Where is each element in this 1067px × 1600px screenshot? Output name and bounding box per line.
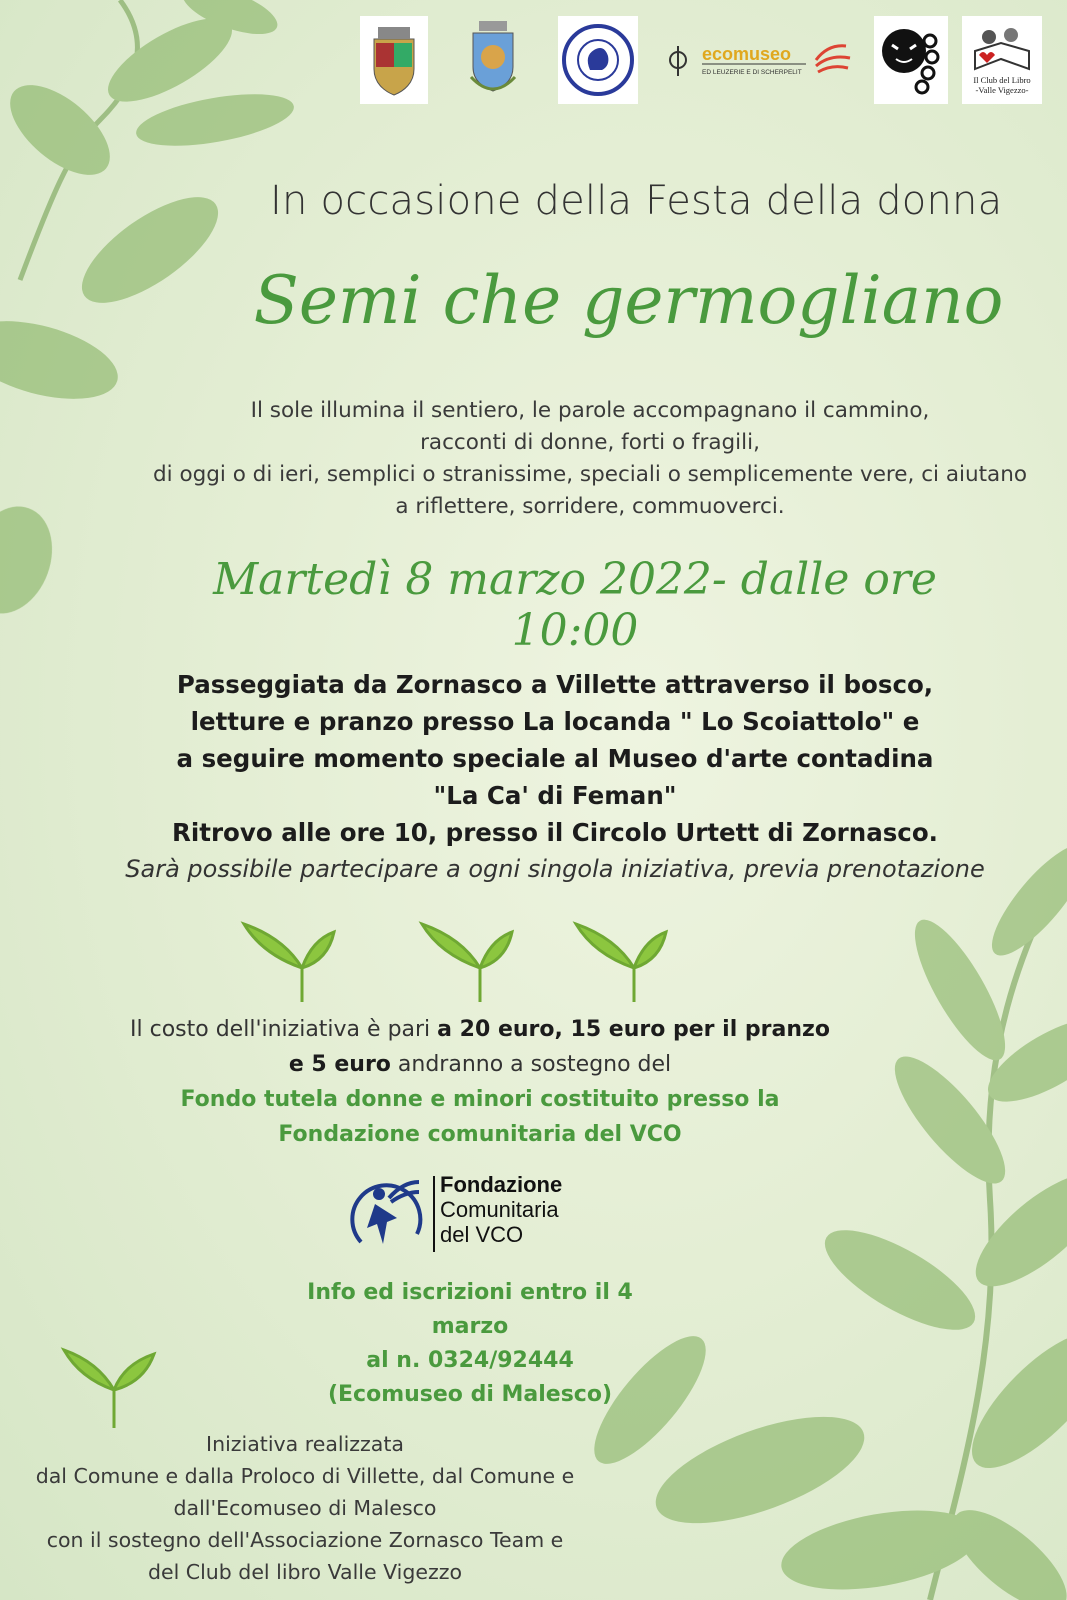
info-line: Info ed iscrizioni entro il 4 (307, 1280, 633, 1305)
info-line: al n. 0324/92444 (366, 1348, 574, 1373)
sprout-icon (422, 924, 512, 1002)
cost-line1-b: a 20 euro, 15 euro per il pranzo (437, 1017, 830, 1042)
credits (20, 1428, 590, 1588)
poem-line: di oggi o di ieri, semplici o stranissime, speciali o semplicemente vere, ci aiutano (152, 462, 1027, 487)
poem-text (150, 395, 1030, 523)
description-line: Passeggiata da Zornasco a Villette attraverso il bosco, (176, 670, 934, 699)
info-line: (Ecomuseo di Malesco) (327, 1382, 613, 1407)
sprout-icon (60, 1340, 160, 1430)
fondazione-emblem-icon (345, 1176, 427, 1258)
description-note: Sarà possibile partecipare a ogni singola iniziativa, previa prenotazione (125, 855, 985, 883)
club-libro-line-1: Il Club del Libro (973, 75, 1031, 85)
event-date: Martedì 8 marzo 2022- dalle ore 10:00 (213, 554, 937, 656)
proloco-villette-logo (558, 16, 638, 104)
event-title: Semi che germogliano (253, 262, 1004, 339)
cost-info (120, 1012, 840, 1152)
poem-line: a riflettere, sorridere, commuoverci. (395, 494, 785, 519)
poem-line: racconti di donne, forti o fragili, (420, 430, 760, 455)
cost-line2-b: andranno a sostegno del (390, 1052, 672, 1077)
description-line: Ritrovo alle ore 10, presso il Circolo Urtett di Zornasco. (172, 818, 938, 847)
fondazione-line-3: del VCO (440, 1222, 524, 1247)
ecomuseo-name: ecomuseo (702, 44, 792, 64)
credits-line: Iniziativa realizzata (206, 1432, 404, 1456)
fondazione-line-2: Comunitaria (440, 1197, 559, 1222)
sprout-icon (576, 924, 666, 1002)
comune-crest-logo (360, 16, 428, 104)
description-line: "La Ca' di Feman" (433, 781, 677, 810)
description-line: letture e pranzo presso La locanda " Lo Scoiattolo" e (190, 707, 920, 736)
fondazione-divider (433, 1176, 435, 1252)
ecomuseo-sub: ED LEUZERIE E DI SCHERPELIT (702, 69, 802, 76)
info-line: marzo (431, 1314, 509, 1339)
poem-line: Il sole illumina il sentiero, le parole accompagnano il cammino, (250, 398, 930, 423)
credits-line: del Club del libro Valle Vigezzo (147, 1560, 463, 1584)
cost-line4: Fondazione comunitaria del VCO (278, 1122, 682, 1147)
club-libro-logo (962, 16, 1042, 104)
fondazione-vco-logo (345, 1170, 595, 1260)
ecomuseo-logo (666, 16, 862, 104)
event-description (120, 666, 990, 888)
club-libro-line-2: -Valle Vigezzo- (975, 85, 1029, 95)
cost-line1-a: Il costo dell'iniziativa è pari (130, 1017, 438, 1042)
description-line: a seguire momento speciale al Museo d'arte contadina (176, 744, 934, 773)
registration-info (290, 1276, 650, 1412)
fondazione-line-1: Fondazione (440, 1172, 563, 1197)
cost-line3: Fondo tutela donne e minori costituito presso la (180, 1087, 780, 1112)
intro-heading: In occasione della Festa della donna (270, 178, 1003, 224)
comune-shield-logo (458, 16, 528, 104)
credits-line: con il sostegno dell'Associazione Zornasco Team e (46, 1528, 564, 1552)
mascot-logo (874, 16, 948, 104)
sprout-icon (244, 924, 334, 1002)
cost-line2-a: e 5 euro (288, 1052, 391, 1077)
credits-line: dal Comune e dalla Proloco di Villette, dal Comune e (35, 1464, 575, 1488)
credits-line: dall'Ecomuseo di Malesco (173, 1496, 437, 1520)
